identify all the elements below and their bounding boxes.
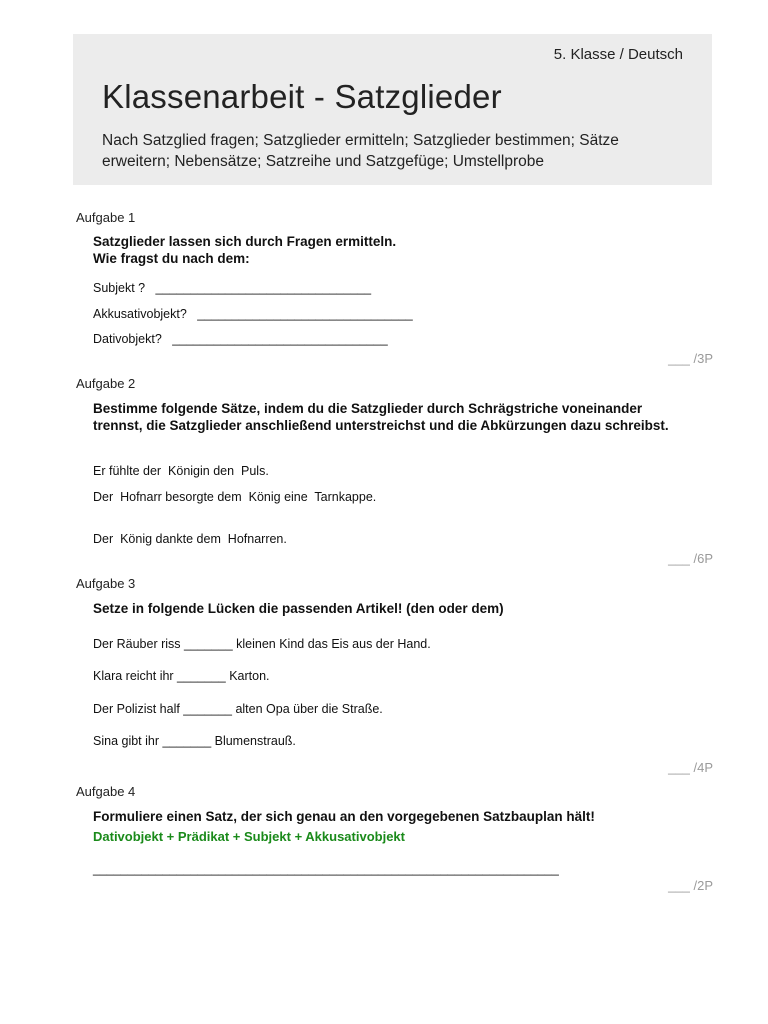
page-title: Klassenarbeit - Satzglieder [102,78,502,115]
task-3-sentence-1[interactable]: Der Räuber riss _______ kleinen Kind das Eis aus der Hand. [93,637,431,651]
grade-label: 5. Klasse / Deutsch [553,46,683,63]
task-3-sentence-2[interactable]: Klara reicht ihr _______ Karton. [93,669,270,683]
header-box [73,34,712,185]
task-4-pattern: Dativobjekt + Prädikat + Subjekt + Akkusativobjekt [93,829,405,844]
task-2-instruction: Bestimme folgende Sätze, indem du die Satzglieder durch Schrägstriche voneinander trennst, die Satzglieder anschließend unterstreichst und die Abkürzungen dazu schreibst. [93,401,669,433]
task-3-instruction: Setze in folgende Lücken die passenden Artikel! (den oder dem) [93,601,504,616]
task-2-sentence-3: Der König dankte dem Hofnarren. [93,532,287,546]
task-1-line-dativobjekt[interactable]: Dativobjekt? _______________________________ [93,332,388,346]
task-1-line-subjekt[interactable]: Subjekt ? _______________________________ [93,281,372,295]
task-3-label: Aufgabe 3 [76,576,136,591]
task-1-label: Aufgabe 1 [76,210,136,225]
task-2-label: Aufgabe 2 [76,376,136,391]
task-3-sentence-4[interactable]: Sina gibt ihr _______ Blumenstrauß. [93,734,296,748]
task-4-points: ___ /2P [668,878,713,893]
page-subtitle: Nach Satzglied fragen; Satzglieder ermitteln; Satzglieder bestimmen; Sätze erweitern; Nebensätze; Satzreihe und Satzgefüge; Umstellprobe [102,132,619,170]
task-4-label: Aufgabe 4 [76,784,136,799]
task-3-points: ___ /4P [668,760,713,775]
task-2-sentence-2: Der Hofnarr besorgte dem König eine Tarnkappe. [93,490,377,504]
task-4-instruction: Formuliere einen Satz, der sich genau an den vorgegebenen Satzbauplan hält! [93,809,595,824]
task-4-answer-line[interactable]: ___________________________________________________________________ [93,862,559,876]
task-1-line-akkusativobjekt[interactable]: Akkusativobjekt? _______________________________ [93,307,413,321]
task-2-points: ___ /6P [668,551,713,566]
task-1-instruction-2: Wie fragst du nach dem: [93,251,250,266]
task-3-sentence-3[interactable]: Der Polizist half _______ alten Opa über die Straße. [93,702,383,716]
task-1-points: ___ /3P [668,351,713,366]
task-1-instruction-1: Satzglieder lassen sich durch Fragen ermitteln. [93,234,397,249]
task-2-sentence-1: Er fühlte der Königin den Puls. [93,464,269,478]
